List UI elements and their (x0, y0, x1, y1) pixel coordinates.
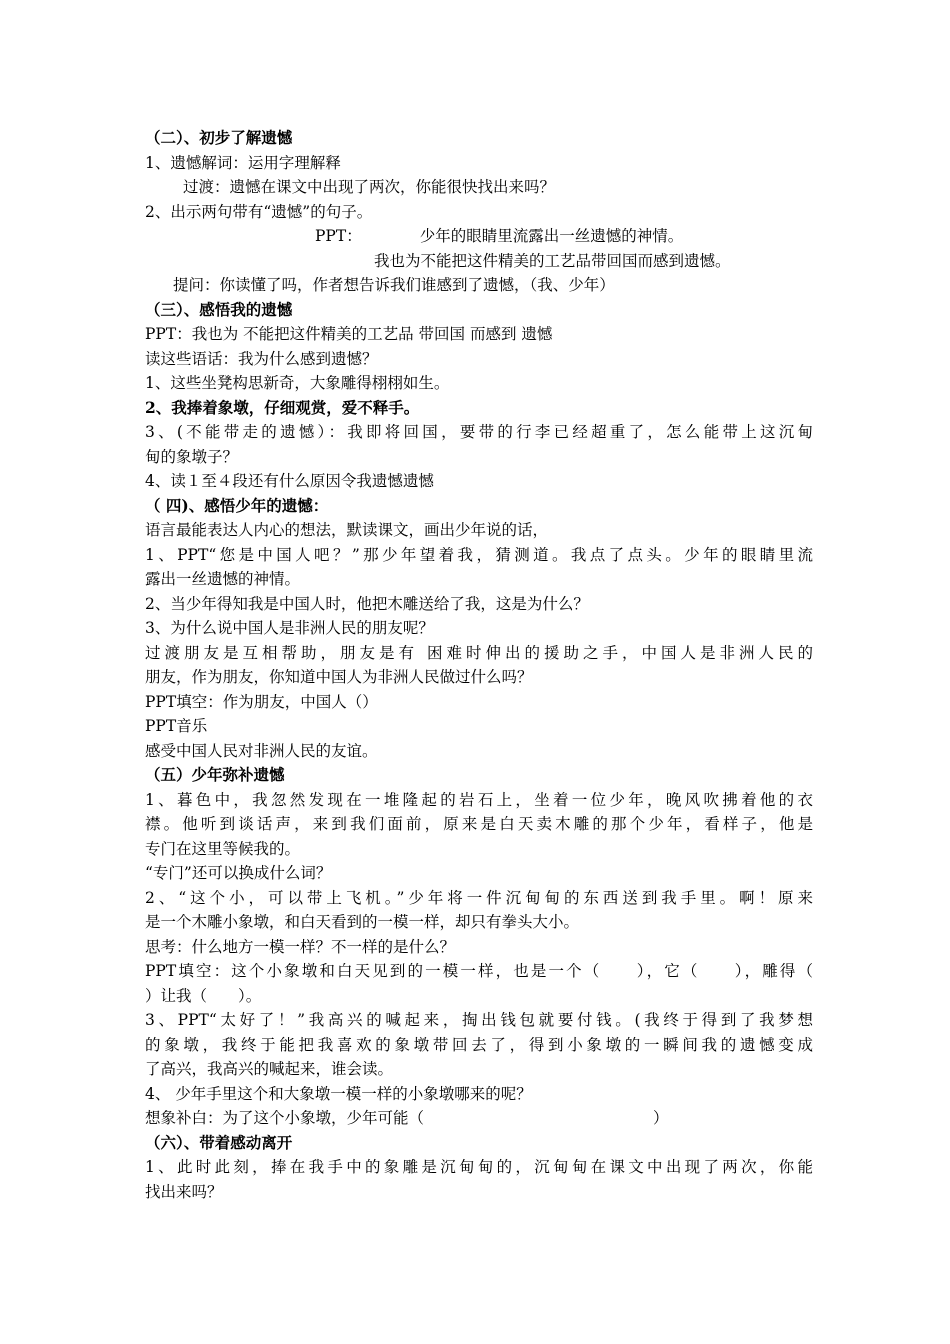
section-heading: （六）、带着感动离开 (145, 1132, 293, 1152)
paragraph-line: 过渡朋友是互相帮助，朋友是有 困难时伸出的援助之手，中国人是非洲人民的 (145, 643, 813, 662)
paragraph-line: 4、 少年手里这个和大象墩一模一样的小象墩哪来的呢？ (145, 1084, 532, 1103)
quote-sentence: 我也为不能把这件精美的工艺品带回国而感到遗憾。 (374, 251, 731, 270)
paragraph-line: 读这些语话：我为什么感到遗憾？ (145, 349, 378, 368)
paragraph-line: PPT音乐 (145, 717, 208, 735)
fill-in-prompt: 想象补白：为了这个小象墩，少年可能（ (145, 1109, 425, 1127)
paragraph-line: 2、出示两句带有“遗憾”的句子。 (145, 202, 373, 221)
paragraph-line: 的象墩，我终于能把我喜欢的象墩带回去了，得到小象墩的一瞬间我的遗憾变成 (145, 1035, 813, 1054)
section-heading: （ 四)、感悟少年的遗憾： (145, 495, 329, 515)
paragraph-line: 3、为什么说中国人是非洲人民的朋友呢？ (145, 619, 434, 637)
paragraph-line: 了高兴，我高兴的喊起来，谁会读。 (145, 1060, 394, 1078)
fill-in-line (145, 1106, 813, 1131)
paragraph-line: 襟。他听到谈话声，来到我们面前，原来是白天卖木雕的那个少年，看样子，他是 (145, 815, 813, 833)
section-heading: （五）少年弥补遗憾 (145, 765, 285, 784)
paragraph-line: 3、PPT“太好了！”我高兴的喊起来，掏出钱包就要付钱。(我终于得到了我梦想 (145, 1011, 813, 1029)
paragraph-line: 语言最能表达人内心的想法，默读课文，画出少年说的话， (145, 521, 549, 539)
ppt-label: PPT： (315, 227, 362, 245)
paragraph-line: 找出来吗？ (145, 1182, 223, 1201)
paragraph-line: 4、读１至４段还有什么原因令我遗憾遗憾 (145, 472, 434, 490)
paragraph-line: 感受中国人民对非洲人民的友谊。 (145, 741, 378, 760)
ppt-line (145, 224, 813, 249)
paragraph-line: 甸的象墩子？ (145, 447, 239, 466)
paragraph-line: PPT填空：这个小象墩和白天见到的一模一样，也是一个（ ），它（ ），雕得（ (145, 962, 813, 980)
paragraph-line: 3、(不能带走的遗憾）：我即将回国，要带的行李已经超重了，怎么能带上这沉甸 (145, 423, 813, 441)
section-heading: （三）、感悟我的遗憾 (145, 299, 293, 319)
paragraph-line: “专门”还可以换成什么词？ (145, 864, 332, 882)
closing-paren: ） (653, 1109, 669, 1127)
paragraph-line: 2、“这个小，可以带上飞机。”少年将一件沉甸甸的东西送到我手里。啊！原来 (145, 888, 813, 907)
paragraph-line: 专门在这里等候我的。 (145, 839, 301, 858)
paragraph-line: 2、当少年得知我是中国人时，他把木雕送给了我，这是为什么？ (145, 594, 589, 613)
paragraph-line: 1、遗憾解词：运用字理解释 (145, 153, 341, 172)
paragraph-line: 提问：你读懂了吗，作者想告诉我们谁感到了遗憾，（我、少年） (173, 276, 615, 294)
paragraph-line: 露出一丝遗憾的神情。 (145, 570, 301, 588)
paragraph-line: 1、PPT“您是中国人吧？”那少年望着我，猜测道。我点了点头。少年的眼睛里流 (145, 545, 813, 564)
document-page (145, 126, 813, 1204)
paragraph-line: 朋友，作为朋友，你知道中国人为非洲人民做过什么吗？ (145, 668, 533, 686)
paragraph-line: ）让我（ ）。 (145, 986, 262, 1005)
section-heading: （二）、初步了解遗憾 (145, 128, 293, 147)
paragraph-line: 1、暮色中，我忽然发现在一堆隆起的岩石上，坐着一位少年，晚风吹拂着他的衣 (145, 790, 813, 809)
paragraph-line: 1、这些坐凳构思新奇，大象雕得栩栩如生。 (145, 374, 450, 392)
paragraph-line: 1、此时此刻，捧在我手中的象雕是沉甸甸的，沉甸甸在课文中出现了两次，你能 (145, 1158, 813, 1176)
paragraph-line: 是一个木雕小象墩，和白天看到的一模一样，却只有拳头大小。 (145, 913, 580, 931)
paragraph-line: PPT填空：作为朋友，中国人（） (145, 692, 378, 711)
paragraph-line: PPT：我也为 不能把这件精美的工艺品 带回国 而感到 遗憾 (145, 325, 553, 343)
paragraph-line: 过渡：遗憾在课文中出现了两次，你能很快找出来吗？ (183, 178, 556, 196)
bold-paragraph-line: 2、我捧着象墩，仔细观赏，爱不释手。 (145, 397, 420, 417)
paragraph-line: 思考：什么地方一模一样？不一样的是什么？ (145, 937, 456, 956)
quote-sentence: 少年的眼睛里流露出一丝遗憾的神情。 (419, 227, 684, 245)
